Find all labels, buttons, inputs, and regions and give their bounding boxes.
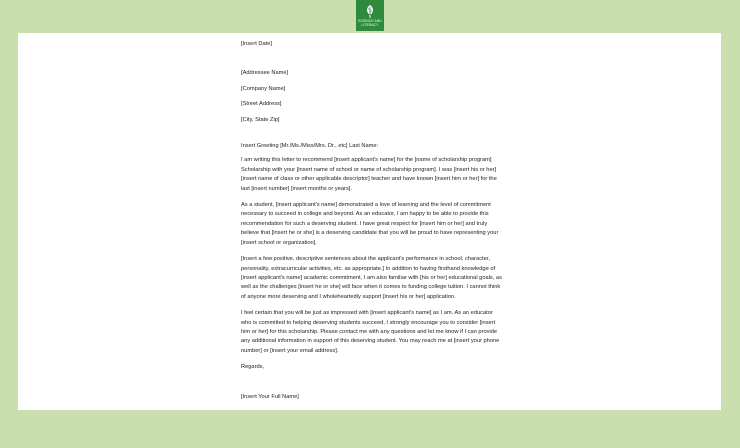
paragraph-line: believe that [insert he or she] is a deserving candidate that you will be proud to have representing your — [241, 230, 499, 237]
paragraph-line: [insert applicant's name] academic commitment, I am also familiar with [his or her] educational goals, as — [241, 274, 502, 281]
paragraph-line: [Insert a few positive, descriptive sentences about the applicant's performance in school, character, — [241, 256, 490, 263]
letter-greeting: Insert Greeting [Mr./Ms./Miss/Mrs. Dr., etc] Last Name: — [241, 143, 379, 150]
addressee-name: [Addressee Name] — [241, 70, 289, 77]
logo-text-line-1: SCIENCE AND — [358, 19, 382, 23]
company-name: [Company Name] — [241, 85, 286, 92]
letter-signature: [Insert Your Full Name] — [241, 393, 299, 400]
letter-body — [241, 40, 531, 402]
street-address: [Street Address] — [241, 101, 282, 108]
paragraph-line: of anyone more deserving and I wholeheartedly support [insert his or her] application. — [241, 293, 456, 300]
paragraph-line: who is committed to helping deserving students succeed, I strongly encourage you to consider [insert — [241, 319, 496, 326]
brand-logo[interactable] — [356, 0, 384, 31]
body-paragraph-3 — [241, 255, 531, 302]
paragraph-line: As a student, [insert applicant's name] demonstrated a love of learning and the level of commitment — [241, 202, 491, 209]
paragraph-line: [insert school or organization]. — [241, 239, 317, 246]
paragraph-line: number] or [insert your email address]. — [241, 347, 339, 354]
paragraph-line: last [insert number] [insert months or years]. — [241, 185, 352, 192]
document-page — [18, 33, 721, 410]
paragraph-line: [insert name of class or other applicable descriptor] teacher and have known [insert him or her] for the — [241, 176, 497, 183]
paragraph-line: necessary to succeed in college and beyond. As an educator, I am happy to be able to provide this — [241, 211, 489, 218]
paragraph-line: him or her] for this scholarship. Please contact me with any questions and let me know if I can provide — [241, 328, 498, 335]
letter-date: [Insert Date] — [241, 41, 272, 47]
logo-text-line-2: LITERACY — [361, 22, 379, 27]
city-state-zip: [City, State Zip] — [241, 116, 280, 123]
leaf-icon — [364, 4, 376, 19]
body-paragraph-2 — [241, 201, 531, 248]
paragraph-line: well as the challenges [insert he or she] will face when it comes to funding college tuition. I cannot think — [241, 284, 501, 291]
paragraph-line: I am writing this letter to recommend [insert applicant's name] for the [name of scholarship program] — [241, 157, 492, 164]
paragraph-line: any additional information in support of this deserving student. You may reach me at [insert your phone — [241, 338, 500, 345]
paragraph-line: recommendation for such a deserving student. I have great respect for [insert him or her] and truly — [241, 220, 488, 227]
paragraph-line: personality, extracurricular activities, etc. as appropriate.] In addition to having firsthand knowledge of — [241, 265, 496, 272]
paragraph-line: Scholarship with your [insert name of school or name of scholarship program]. I was [insert his or her] — [241, 166, 497, 173]
body-paragraph-1 — [241, 156, 531, 194]
letter-closing: Regards, — [241, 364, 265, 371]
paragraph-line: I feel certain that you will be just as impressed with [insert applicant's name] as I am. As an educator — [241, 310, 493, 317]
body-paragraph-4 — [241, 309, 531, 356]
